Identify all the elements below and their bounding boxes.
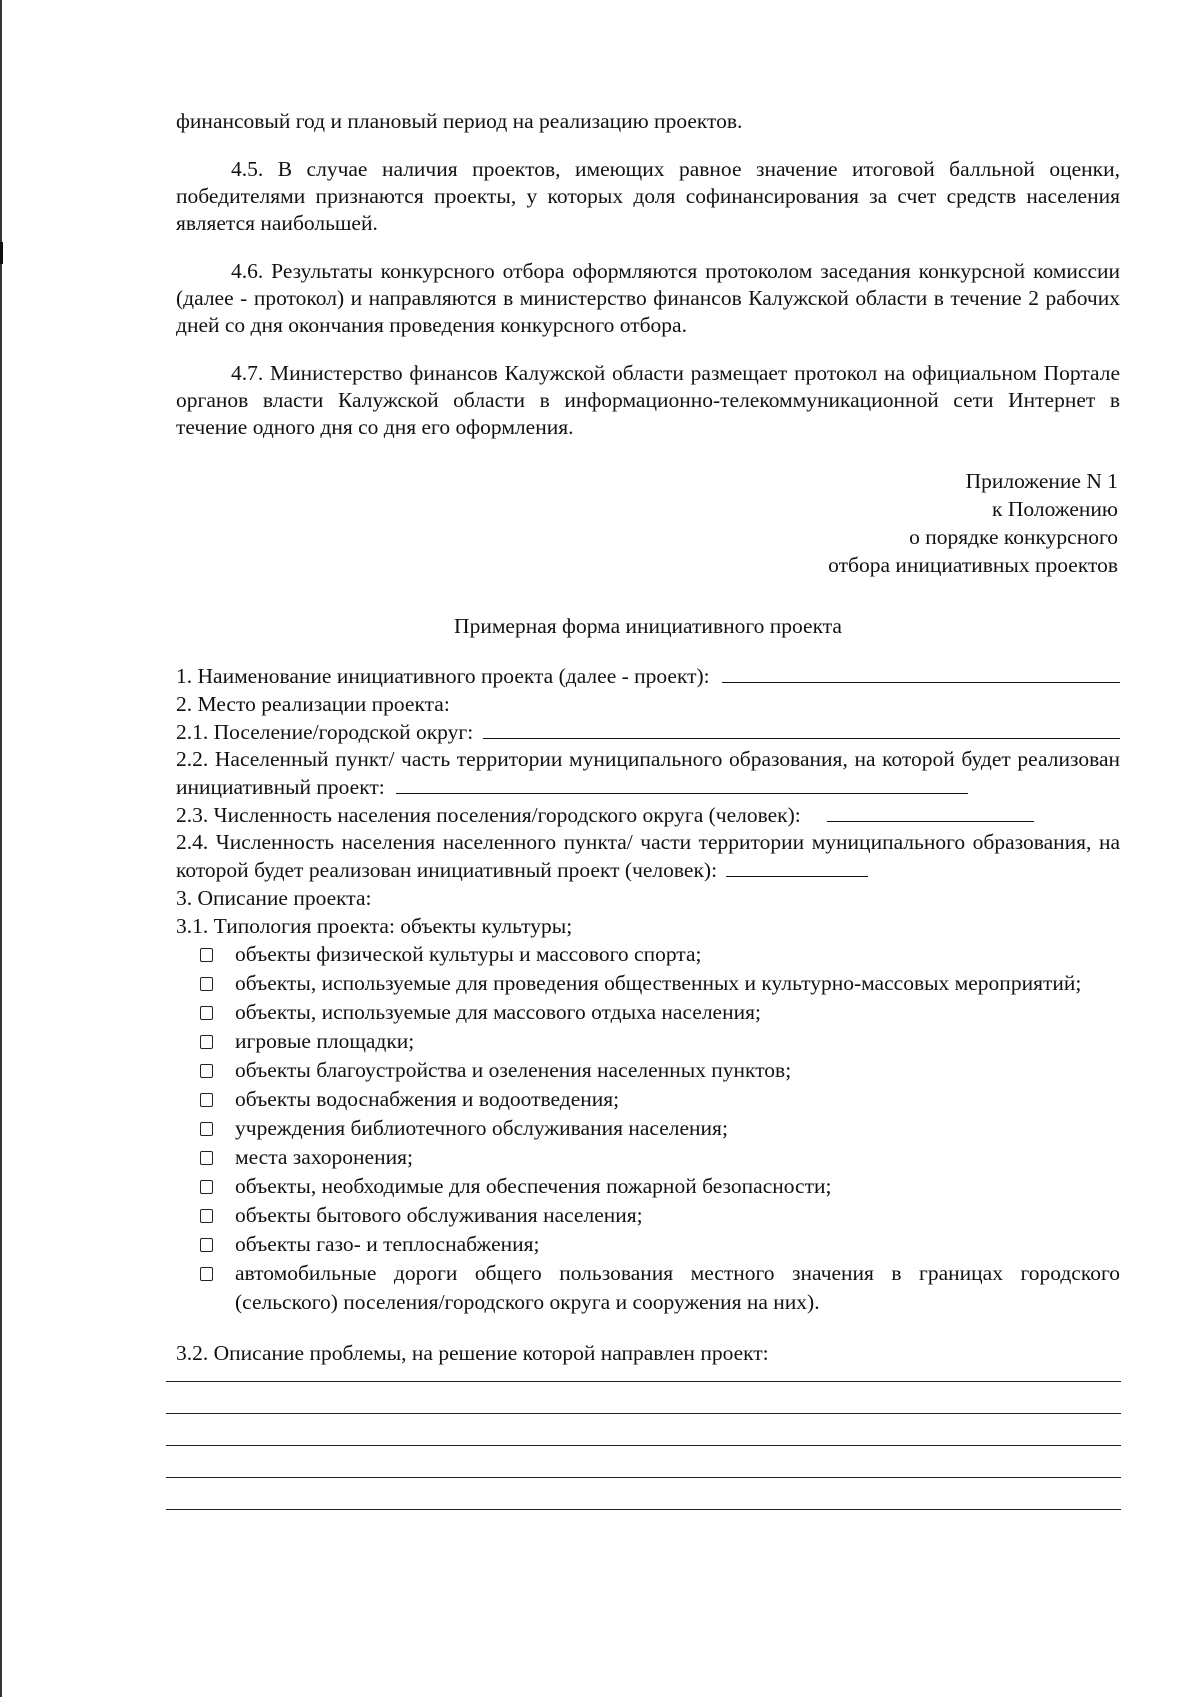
form-item-2-1	[176, 718, 1120, 746]
checkbox[interactable]	[200, 1122, 213, 1136]
answer-blank[interactable]	[722, 664, 1120, 683]
answer-line[interactable]	[166, 1413, 1121, 1414]
appendix-line: Приложение N 1	[965, 469, 1118, 493]
checklist-item	[200, 940, 1120, 969]
checkbox[interactable]	[200, 948, 213, 962]
appendix-line: отбора инициативных проектов	[828, 553, 1118, 577]
checklist-item	[200, 1143, 1120, 1172]
paragraph-4-6: 4.6. Результаты конкурсного отбора оформляются протоколом заседания конкурсной комиссии (далее - протокол) и направляются в министерство финансов Калужской области в течение 2 рабочих дней со дня окончания проведения конкурсного отбора.	[176, 259, 1120, 337]
checkbox[interactable]	[200, 1064, 213, 1078]
checklist-item-label: игровые площадки;	[235, 1029, 415, 1053]
answer-line[interactable]	[166, 1445, 1121, 1446]
checklist-item-label: объекты физической культуры и массового спорта;	[235, 942, 702, 966]
checklist-item	[200, 1085, 1120, 1114]
checklist-item	[200, 1259, 1120, 1317]
appendix-line: о порядке конкурсного	[909, 525, 1118, 549]
answer-blank[interactable]	[483, 720, 1120, 739]
form-item-label: 2.3. Численность населения поселения/городского округа (человек):	[176, 803, 801, 827]
checklist-item	[200, 969, 1120, 998]
form-item-2-3	[176, 801, 1120, 829]
checklist-item-label: места захоронения;	[235, 1145, 413, 1169]
checkbox[interactable]	[200, 1238, 213, 1252]
form-item-2: 2. Место реализации проекта:	[176, 692, 450, 716]
checklist-item-label: автомобильные дороги общего пользования местного значения в границах городского (сельского) поселения/городского округа и сооружения на них).	[235, 1261, 1120, 1314]
checklist-item-label: объекты, используемые для проведения общественных и культурно-массовых мероприятий;	[235, 971, 1082, 995]
paragraph-4-5: 4.5. В случае наличия проектов, имеющих равное значение итоговой балльной оценки, победителями признаются проекты, у которых доля софинансирования за счет средств населения является наибольшей.	[176, 157, 1120, 235]
checkbox[interactable]	[200, 1151, 213, 1165]
form-item-label: 2.1. Поселение/городской округ:	[176, 720, 474, 744]
problem-description-area[interactable]	[166, 1381, 1121, 1510]
project-type-checklist	[176, 940, 1120, 1317]
form-item-label: 2.4. Численность населения населенного пункта/ части территории муниципального образования, на которой будет реализован инициативный проект (человек):	[176, 830, 1120, 882]
checkbox[interactable]	[200, 1180, 213, 1194]
checklist-item	[200, 1201, 1120, 1230]
document-page	[176, 108, 1120, 1541]
form-item-2-4	[176, 829, 1120, 884]
answer-blank[interactable]	[396, 773, 968, 794]
form-item-label: 2.2. Населенный пункт/ часть территории муниципального образования, на которой будет реализован инициативный проект:	[176, 747, 1120, 799]
checklist-item	[200, 1230, 1120, 1259]
answer-blank[interactable]	[726, 856, 868, 877]
checklist-item	[200, 1056, 1120, 1085]
answer-line[interactable]	[166, 1381, 1121, 1382]
answer-line[interactable]	[166, 1477, 1121, 1478]
form-item-1	[176, 662, 1120, 690]
form-item-2-2	[176, 746, 1120, 801]
checklist-item-label: объекты газо- и теплоснабжения;	[235, 1232, 540, 1256]
page-edge-mark	[0, 242, 3, 264]
checklist-item	[200, 1172, 1120, 1201]
checklist-item-label: объекты, необходимые для обеспечения пожарной безопасности;	[235, 1174, 832, 1198]
checkbox[interactable]	[200, 1035, 213, 1049]
appendix-header	[176, 467, 1120, 579]
form-title: Примерная форма инициативного проекта	[454, 614, 842, 638]
checklist-item-label: объекты, используемые для массового отдыха населения;	[235, 1000, 761, 1024]
checklist-item	[200, 998, 1120, 1027]
checkbox[interactable]	[200, 1006, 213, 1020]
checkbox[interactable]	[200, 977, 213, 991]
checklist-item-label: объекты бытового обслуживания населения;	[235, 1203, 643, 1227]
paragraph-4-7: 4.7. Министерство финансов Калужской области размещает протокол на официальном Портале органов власти Калужской области в информационно-телекоммуникационной сети Интернет в течение одного дня со дня его оформления.	[176, 361, 1120, 439]
form-item-3-1: 3.1. Типология проекта: объекты культуры;	[176, 914, 573, 938]
checklist-item	[200, 1027, 1120, 1056]
form-item-3-2: 3.2. Описание проблемы, на решение которой направлен проект:	[176, 1341, 769, 1365]
answer-line[interactable]	[166, 1509, 1121, 1510]
paragraph-continuation: финансовый год и плановый период на реализацию проектов.	[176, 109, 743, 133]
form-item-label: 1. Наименование инициативного проекта (далее - проект):	[176, 664, 710, 688]
checkbox[interactable]	[200, 1209, 213, 1223]
checklist-item-label: объекты водоснабжения и водоотведения;	[235, 1087, 620, 1111]
checklist-item-label: объекты благоустройства и озеленения населенных пунктов;	[235, 1058, 792, 1082]
checkbox[interactable]	[200, 1093, 213, 1107]
appendix-line: к Положению	[992, 497, 1118, 521]
answer-blank[interactable]	[827, 803, 1034, 822]
form-item-3: 3. Описание проекта:	[176, 886, 372, 910]
checklist-item-label: учреждения библиотечного обслуживания населения;	[235, 1116, 728, 1140]
checklist-item	[200, 1114, 1120, 1143]
checkbox[interactable]	[200, 1267, 213, 1281]
